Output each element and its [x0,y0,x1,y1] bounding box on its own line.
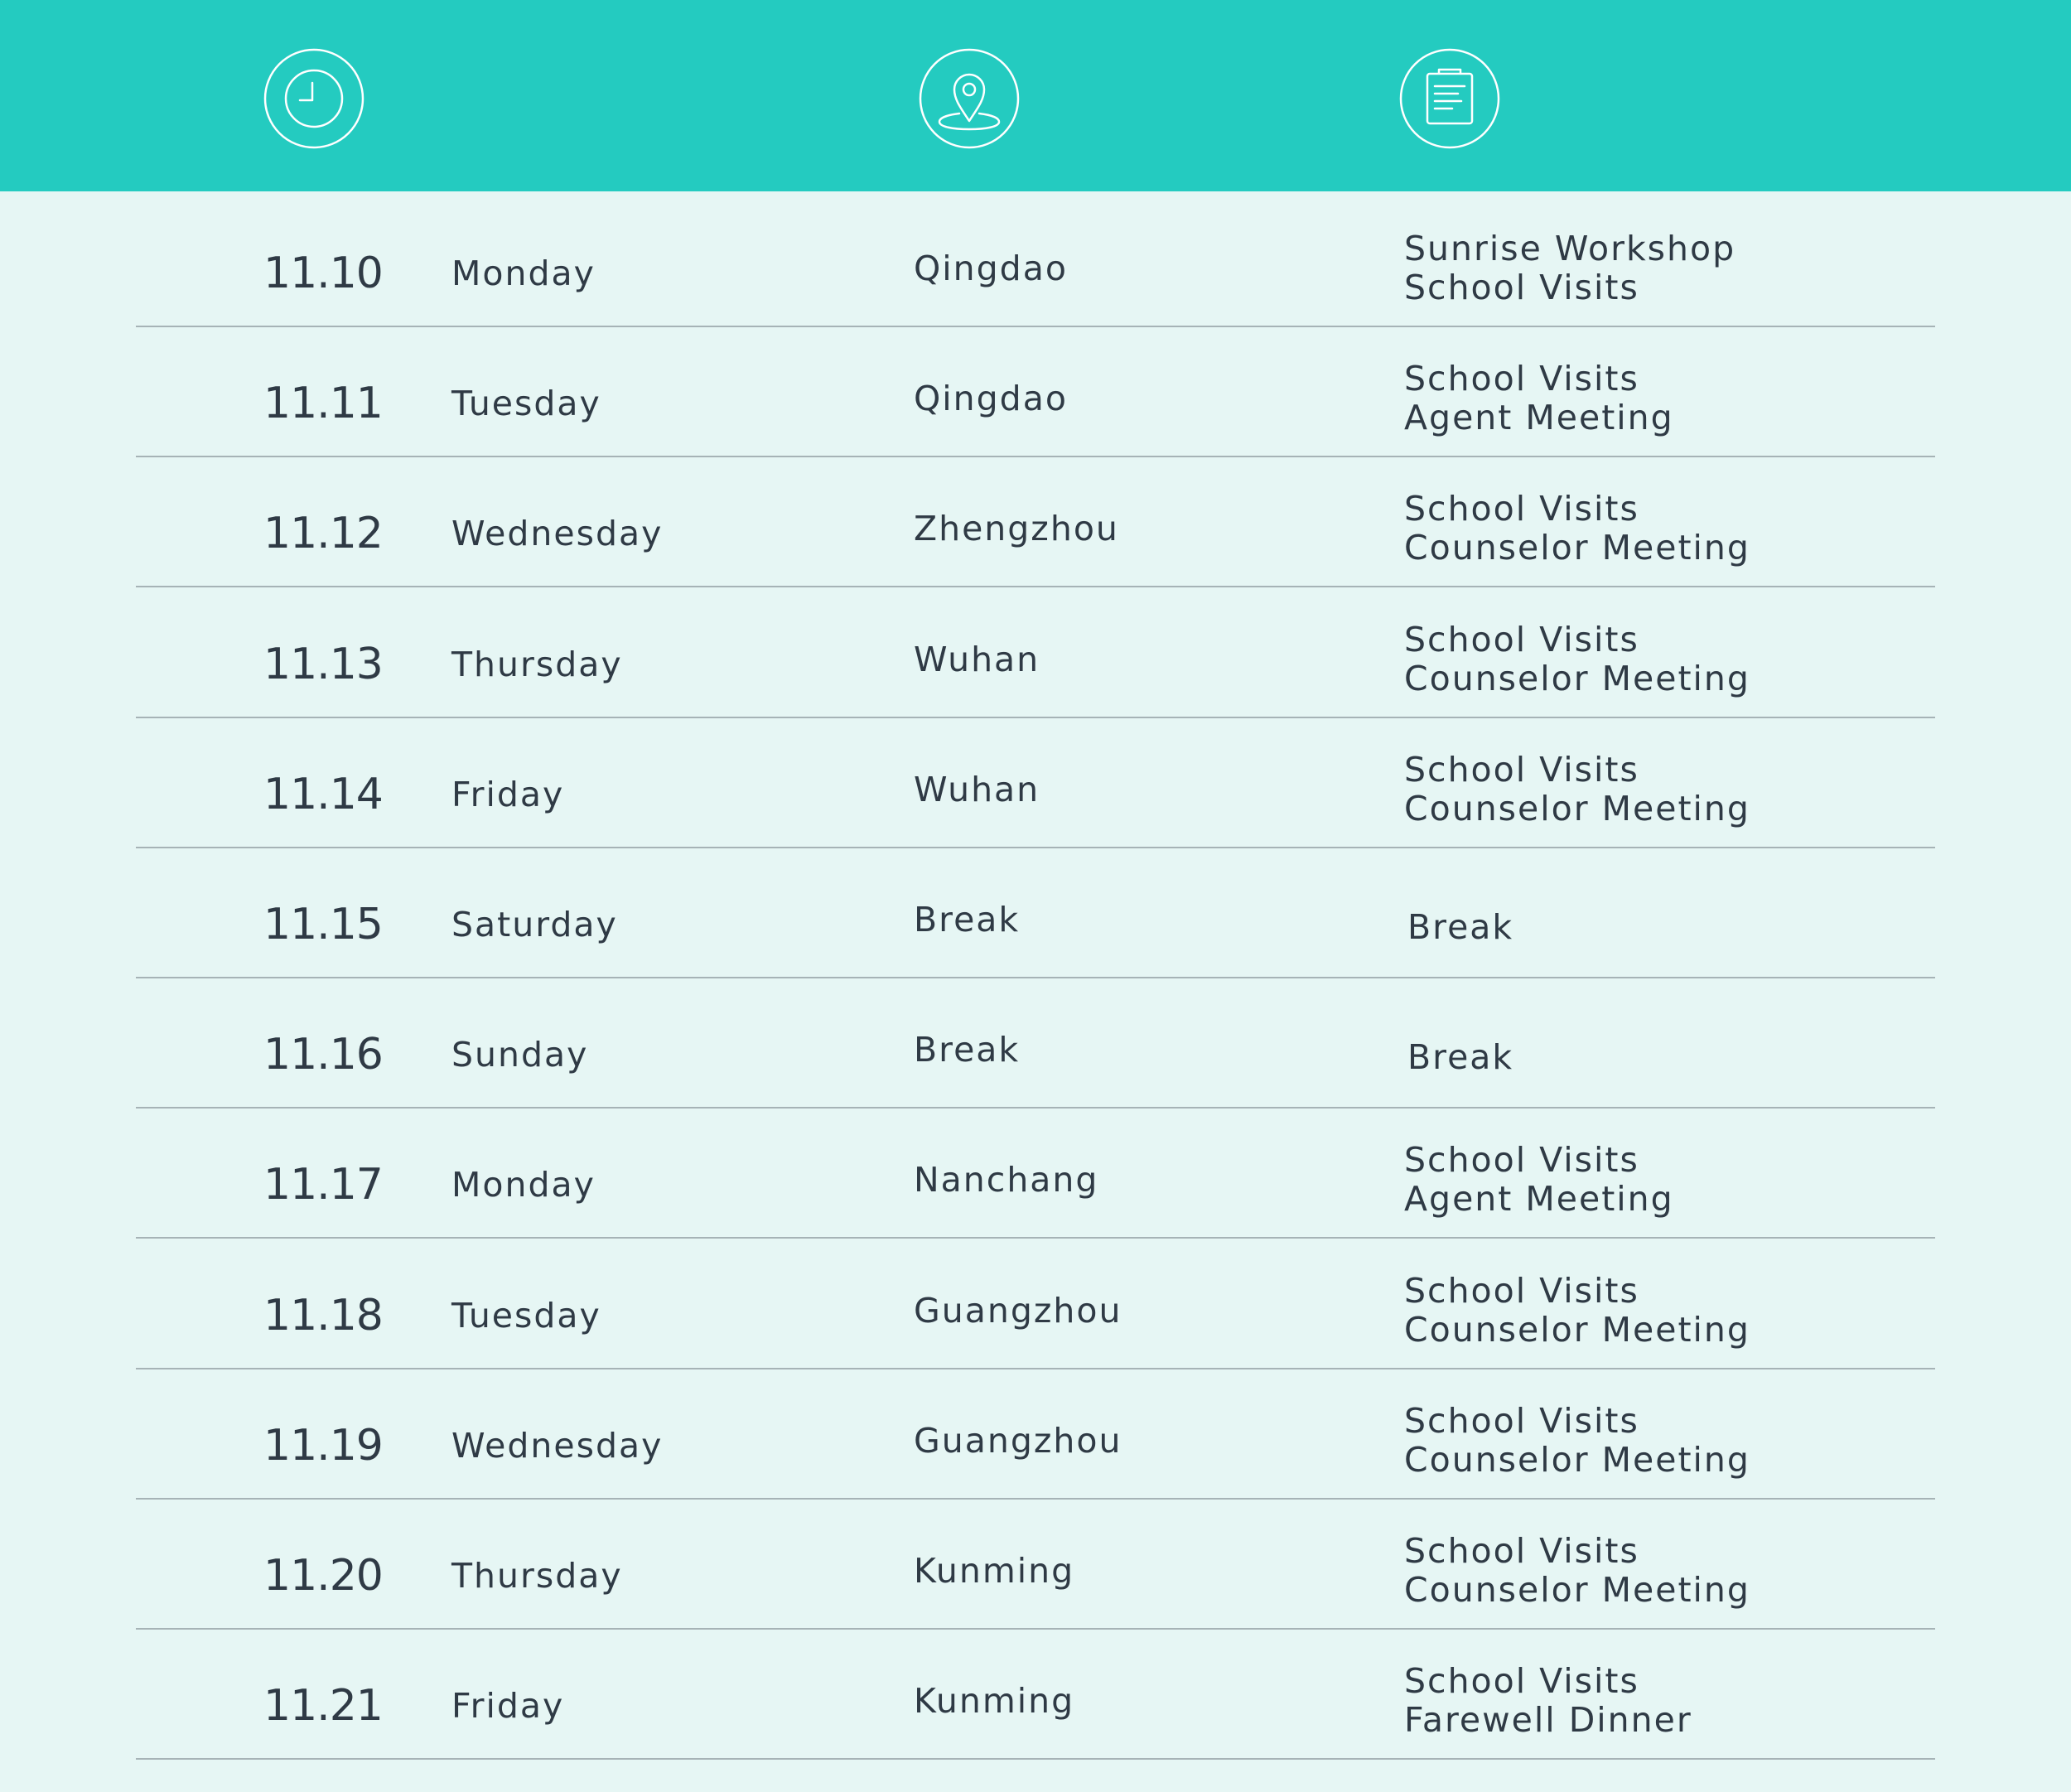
row-divider [136,847,1935,848]
row-activities [1404,1505,1750,1635]
row-divider [136,456,1935,457]
row-date: 11.19 [263,1420,383,1471]
row-weekday: Sunday [451,1034,589,1075]
row-activities [1404,724,1750,854]
row-date: 11.15 [263,899,383,949]
activity-item: Counselor Meeting [1404,1309,1750,1350]
schedule-table [0,191,2071,1792]
table-row [0,1380,2071,1510]
row-weekday: Monday [451,253,596,293]
row-date: 11.16 [263,1029,383,1080]
activity-item: School Visits [1404,749,1639,790]
table-row [0,338,2071,468]
row-date: 11.10 [263,248,383,298]
row-divider [136,586,1935,587]
activity-item: School Visits [1404,267,1639,307]
table-row [0,468,2071,598]
row-city: Guangzhou [914,1420,1122,1461]
row-date: 11.13 [263,639,383,689]
row-weekday: Thursday [451,644,623,684]
row-activities [1404,1245,1750,1375]
activity-item: Sunrise Workshop [1404,228,1736,268]
row-divider [136,1107,1935,1109]
row-date: 11.18 [263,1290,383,1340]
row-activities [1407,862,1513,993]
row-date: 11.21 [263,1680,383,1731]
activity-item: School Visits [1404,488,1639,529]
row-city: Kunming [914,1680,1075,1721]
activity-item: Counselor Meeting [1404,788,1750,828]
row-city: Qingdao [914,378,1068,418]
row-divider [136,326,1935,327]
row-weekday: Friday [451,1685,565,1726]
row-activities [1404,463,1750,593]
row-city: Zhengzhou [914,508,1119,548]
row-weekday: Tuesday [451,383,601,423]
table-row [0,599,2071,729]
row-activities [1404,1375,1750,1505]
clipboard-icon [1399,48,1500,149]
table-row [0,729,2071,859]
row-city: Guangzhou [914,1290,1122,1331]
activity-item: Counselor Meeting [1404,527,1750,568]
row-date: 11.11 [263,378,383,428]
table-row [0,989,2071,1119]
row-activities [1404,333,1674,463]
row-divider [136,1237,1935,1239]
row-city: Kunming [914,1550,1075,1591]
activity-item: Farewell Dinner [1404,1699,1692,1740]
row-city: Break [914,899,1021,939]
row-weekday: Thursday [451,1555,623,1596]
activity-item: School Visits [1404,1660,1639,1701]
activity-item: Break [1407,1037,1514,1077]
row-divider [136,977,1935,978]
activity-item: Agent Meeting [1404,397,1674,437]
row-weekday: Friday [451,774,565,814]
table-row [0,1640,2071,1770]
table-row [0,208,2071,338]
activity-item: Counselor Meeting [1404,658,1750,698]
row-city: Wuhan [914,639,1040,679]
row-divider [136,1368,1935,1369]
row-activities [1404,594,1750,724]
activity-item: School Visits [1404,1530,1639,1571]
activity-item: School Visits [1404,358,1639,398]
activity-item: Counselor Meeting [1404,1439,1750,1480]
row-city: Qingdao [914,248,1068,288]
row-activities [1404,203,1735,333]
table-header [0,0,2071,191]
table-row [0,1119,2071,1249]
row-weekday: Tuesday [451,1295,601,1336]
row-date: 11.12 [263,508,383,558]
activity-item: School Visits [1404,1270,1639,1311]
row-weekday: Wednesday [451,513,664,553]
activity-item: Counselor Meeting [1404,1569,1750,1610]
row-divider [136,1758,1935,1760]
activity-item: School Visits [1404,1400,1639,1441]
activity-item: Agent Meeting [1404,1178,1674,1219]
activity-item: School Visits [1404,619,1639,659]
row-date: 11.20 [263,1550,383,1601]
activity-item: Break [1407,907,1514,947]
row-activities [1407,993,1513,1123]
row-city: Nanchang [914,1159,1099,1200]
clock-icon [263,48,364,149]
row-city: Wuhan [914,769,1040,809]
table-row [0,1510,2071,1640]
row-city: Break [914,1029,1021,1070]
row-weekday: Wednesday [451,1425,664,1466]
row-divider [136,1498,1935,1500]
row-date: 11.17 [263,1159,383,1210]
row-activities [1404,1114,1674,1244]
location-pin-icon [919,48,1020,149]
row-weekday: Saturday [451,904,618,944]
row-weekday: Monday [451,1164,596,1205]
row-divider [136,717,1935,718]
row-divider [136,1628,1935,1630]
row-activities [1404,1635,1692,1765]
table-row [0,1250,2071,1380]
table-row [0,859,2071,989]
activity-item: School Visits [1404,1139,1639,1180]
row-date: 11.14 [263,769,383,819]
